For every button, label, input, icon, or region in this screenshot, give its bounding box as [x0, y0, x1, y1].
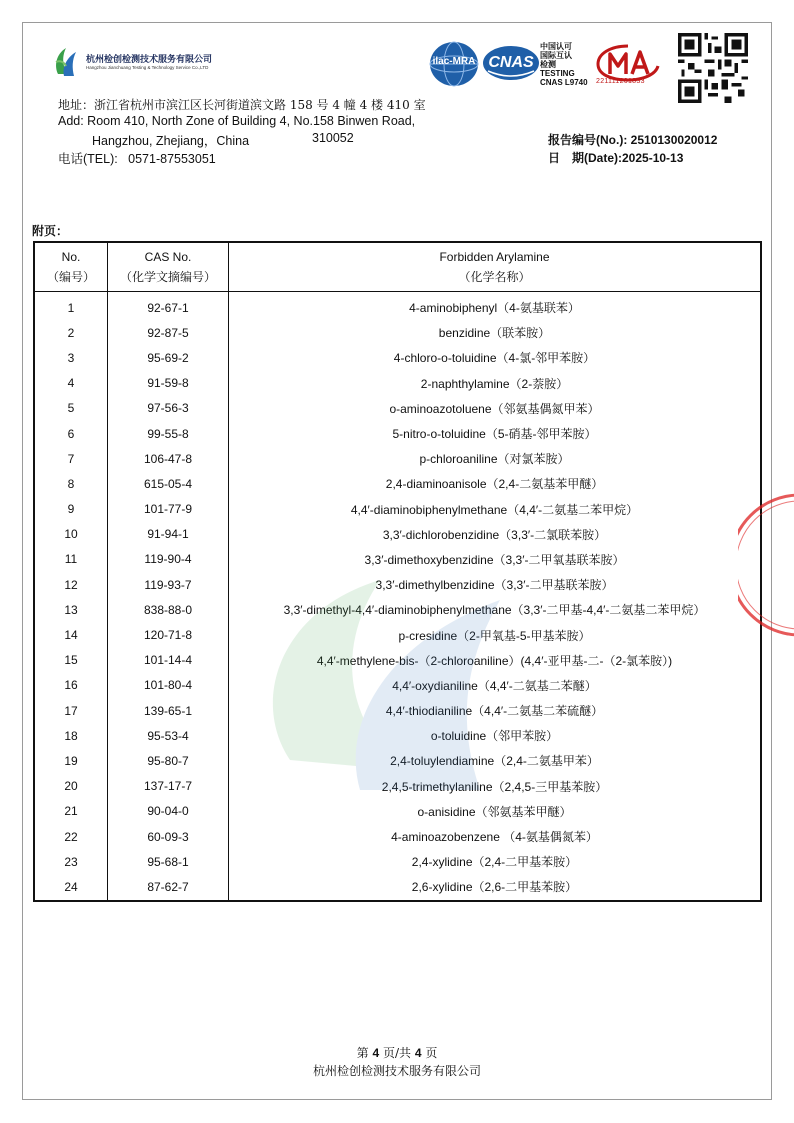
- row-cas: 87-62-7: [108, 874, 229, 900]
- row-cas: 106-47-8: [108, 446, 229, 471]
- header-no: No. （编号）: [34, 242, 108, 292]
- row-no: 13: [34, 597, 108, 622]
- address-cn: 地址：浙江省杭州市滨江区长河街道滨文路 158 号 4 幢 4 楼 410 室: [58, 98, 426, 112]
- table-row: [34, 371, 761, 396]
- qr-code-icon[interactable]: [678, 33, 748, 103]
- table-row: [34, 471, 761, 496]
- cnas-line: 国际互认: [540, 51, 572, 60]
- page-number: [0, 1044, 794, 1061]
- report-number: [548, 131, 717, 148]
- row-no: 23: [34, 849, 108, 874]
- header-arylamine: Forbidden Arylamine （化学名称）: [229, 242, 762, 292]
- row-arylamine: 2,4-xylidine（2,4-二甲基苯胺）: [229, 849, 762, 874]
- table-row: [34, 673, 761, 698]
- row-no: 9: [34, 497, 108, 522]
- cma-number: 221111261833: [596, 78, 645, 85]
- tel-label: 电话(TEL):: [58, 152, 118, 166]
- table-row: [34, 421, 761, 446]
- row-cas: 615-05-4: [108, 471, 229, 496]
- company-name-en: Hangzhou Jianchuang Testing & Technology Service Co.,LTD: [86, 65, 209, 70]
- company-name-cn: 杭州检创检测技术服务有限公司: [86, 54, 213, 64]
- row-no: 3: [34, 345, 108, 370]
- table-row: [34, 345, 761, 370]
- row-arylamine: 2,4,5-trimethylaniline（2,4,5-三甲基苯胺）: [229, 774, 762, 799]
- row-no: 19: [34, 748, 108, 773]
- page-prefix: 第: [356, 1046, 369, 1060]
- report-date: [548, 149, 683, 166]
- row-no: 8: [34, 471, 108, 496]
- row-arylamine: 4-chloro-o-toluidine（4-氯-邻甲苯胺）: [229, 345, 762, 370]
- row-no: 5: [34, 396, 108, 421]
- table-row: [34, 824, 761, 849]
- row-cas: 101-14-4: [108, 648, 229, 673]
- row-arylamine: 2-naphthylamine（2-萘胺）: [229, 371, 762, 396]
- page-total: 4: [414, 1046, 422, 1060]
- address-en-line2: Hangzhou, Zhejiang，China: [92, 134, 250, 148]
- row-cas: 101-80-4: [108, 673, 229, 698]
- page-suffix: 页: [425, 1046, 438, 1060]
- table-row: [34, 292, 761, 321]
- table-row: [34, 799, 761, 824]
- row-cas: 139-65-1: [108, 698, 229, 723]
- row-arylamine: 3,3′-dimethyl-4,4′-diaminobiphenylmethane（3,3′-二甲基-4,4′-二氨基二苯甲烷）: [229, 597, 762, 622]
- row-no: 7: [34, 446, 108, 471]
- table-row: [34, 446, 761, 471]
- table-row: [34, 648, 761, 673]
- address-en-line1: Add: Room 410, North Zone of Building 4, No.158 Binwen Road,: [58, 114, 416, 128]
- arylamine-table: [33, 241, 762, 902]
- row-no: 14: [34, 622, 108, 647]
- row-cas: 91-59-8: [108, 371, 229, 396]
- table-row: [34, 748, 761, 773]
- row-no: 18: [34, 723, 108, 748]
- address-postcode: 310052: [312, 131, 354, 145]
- row-cas: 91-94-1: [108, 522, 229, 547]
- report-date-label: 日 期(Date):: [548, 151, 622, 165]
- row-arylamine: 4-aminobiphenyl（4-氨基联苯）: [229, 292, 762, 321]
- tel-value: 0571-87553051: [128, 152, 216, 166]
- report-no-label: 报告编号(No.):: [548, 133, 628, 147]
- table-row: [34, 396, 761, 421]
- row-cas: 95-53-4: [108, 723, 229, 748]
- row-no: 17: [34, 698, 108, 723]
- row-cas: 95-68-1: [108, 849, 229, 874]
- table-row: [34, 622, 761, 647]
- row-arylamine: o-toluidine（邻甲苯胺）: [229, 723, 762, 748]
- row-arylamine: 4,4′-thiodianiline（4,4′-二氨基二苯硫醚）: [229, 698, 762, 723]
- cnas-badge: [482, 45, 540, 81]
- row-cas: 90-04-0: [108, 799, 229, 824]
- row-cas: 60-09-3: [108, 824, 229, 849]
- table-row: [34, 547, 761, 572]
- row-no: 15: [34, 648, 108, 673]
- header-cas: CAS No. （化学文摘编号）: [108, 242, 229, 292]
- telephone: [58, 149, 216, 167]
- row-cas: 119-93-7: [108, 572, 229, 597]
- table-row: [34, 597, 761, 622]
- row-cas: 95-80-7: [108, 748, 229, 773]
- appendix-label: 附页：: [32, 224, 69, 238]
- row-arylamine: p-chloroaniline（对氯苯胺）: [229, 446, 762, 471]
- row-cas: 95-69-2: [108, 345, 229, 370]
- row-no: 11: [34, 547, 108, 572]
- row-arylamine: 3,3′-dimethoxybenzidine（3,3′-二甲氧基联苯胺）: [229, 547, 762, 572]
- row-arylamine: 2,4-toluylendiamine（2,4-二氨基甲苯）: [229, 748, 762, 773]
- row-cas: 92-87-5: [108, 320, 229, 345]
- row-arylamine: benzidine（联苯胺）: [229, 320, 762, 345]
- cnas-line: 中国认可: [540, 42, 572, 51]
- table-row: [34, 874, 761, 900]
- row-arylamine: o-aminoazotoluene（邻氨基偶氮甲苯）: [229, 396, 762, 421]
- table-row: [34, 849, 761, 874]
- row-arylamine: p-cresidine（2-甲氧基-5-甲基苯胺）: [229, 622, 762, 647]
- row-cas: 97-56-3: [108, 396, 229, 421]
- row-cas: 119-90-4: [108, 547, 229, 572]
- row-cas: 99-55-8: [108, 421, 229, 446]
- row-arylamine: 3,3′-dichlorobenzidine（3,3′-二氯联苯胺）: [229, 522, 762, 547]
- row-no: 4: [34, 371, 108, 396]
- ilac-mra-badge: [428, 40, 480, 88]
- table-row: [34, 698, 761, 723]
- table-row: [34, 723, 761, 748]
- row-arylamine: 4,4′-oxydianiline（4,4′-二氨基二苯醚）: [229, 673, 762, 698]
- row-arylamine: 2,4-diaminoanisole（2,4-二氨基苯甲醚）: [229, 471, 762, 496]
- report-date-value: 2025-10-13: [622, 151, 684, 165]
- row-no: 12: [34, 572, 108, 597]
- row-no: 21: [34, 799, 108, 824]
- row-cas: 137-17-7: [108, 774, 229, 799]
- row-no: 6: [34, 421, 108, 446]
- company-logo-mark-icon: [52, 44, 80, 78]
- row-cas: 120-71-8: [108, 622, 229, 647]
- row-no: 2: [34, 320, 108, 345]
- row-no: 24: [34, 874, 108, 900]
- table-row: [34, 497, 761, 522]
- row-no: 20: [34, 774, 108, 799]
- cnas-line: CNAS L9740: [540, 78, 588, 87]
- table-row: [34, 522, 761, 547]
- table-row: [34, 774, 761, 799]
- cnas-line: 检测: [540, 60, 556, 69]
- cnas-label: CNAS: [488, 54, 534, 71]
- row-no: 16: [34, 673, 108, 698]
- table-header-row: [34, 242, 761, 292]
- row-cas: 838-88-0: [108, 597, 229, 622]
- row-arylamine: o-anisidine（邻氨基苯甲醚）: [229, 799, 762, 824]
- report-no-value: 2510130020012: [630, 133, 718, 147]
- cnas-line: TESTING: [540, 69, 575, 78]
- row-arylamine: 2,6-xylidine（2,6-二甲基苯胺）: [229, 874, 762, 900]
- row-cas: 92-67-1: [108, 292, 229, 321]
- row-arylamine: 4-aminoazobenzene （4-氨基偶氮苯）: [229, 824, 762, 849]
- table-row: [34, 572, 761, 597]
- page-mid: 页/共: [382, 1046, 412, 1060]
- row-no: 1: [34, 292, 108, 321]
- cnas-info: [540, 42, 588, 87]
- row-arylamine: 3,3′-dimethylbenzidine（3,3′-二甲基联苯胺）: [229, 572, 762, 597]
- footer-company: 杭州检创检测技术服务有限公司: [312, 1064, 481, 1078]
- ilac-label: ilac-MRA: [432, 56, 476, 67]
- row-arylamine: 5-nitro-o-toluidine（5-硝基-邻甲苯胺）: [229, 421, 762, 446]
- table-row: [34, 320, 761, 345]
- row-cas: 101-77-9: [108, 497, 229, 522]
- page-current: 4: [372, 1046, 380, 1060]
- row-arylamine: 4,4′-methylene-bis-（2-chloroaniline）(4,4′-亚甲基-二-（2-氯苯胺）): [229, 648, 762, 673]
- row-no: 22: [34, 824, 108, 849]
- row-no: 10: [34, 522, 108, 547]
- row-arylamine: 4,4′-diaminobiphenylmethane（4,4′-二氨基二苯甲烷）: [229, 497, 762, 522]
